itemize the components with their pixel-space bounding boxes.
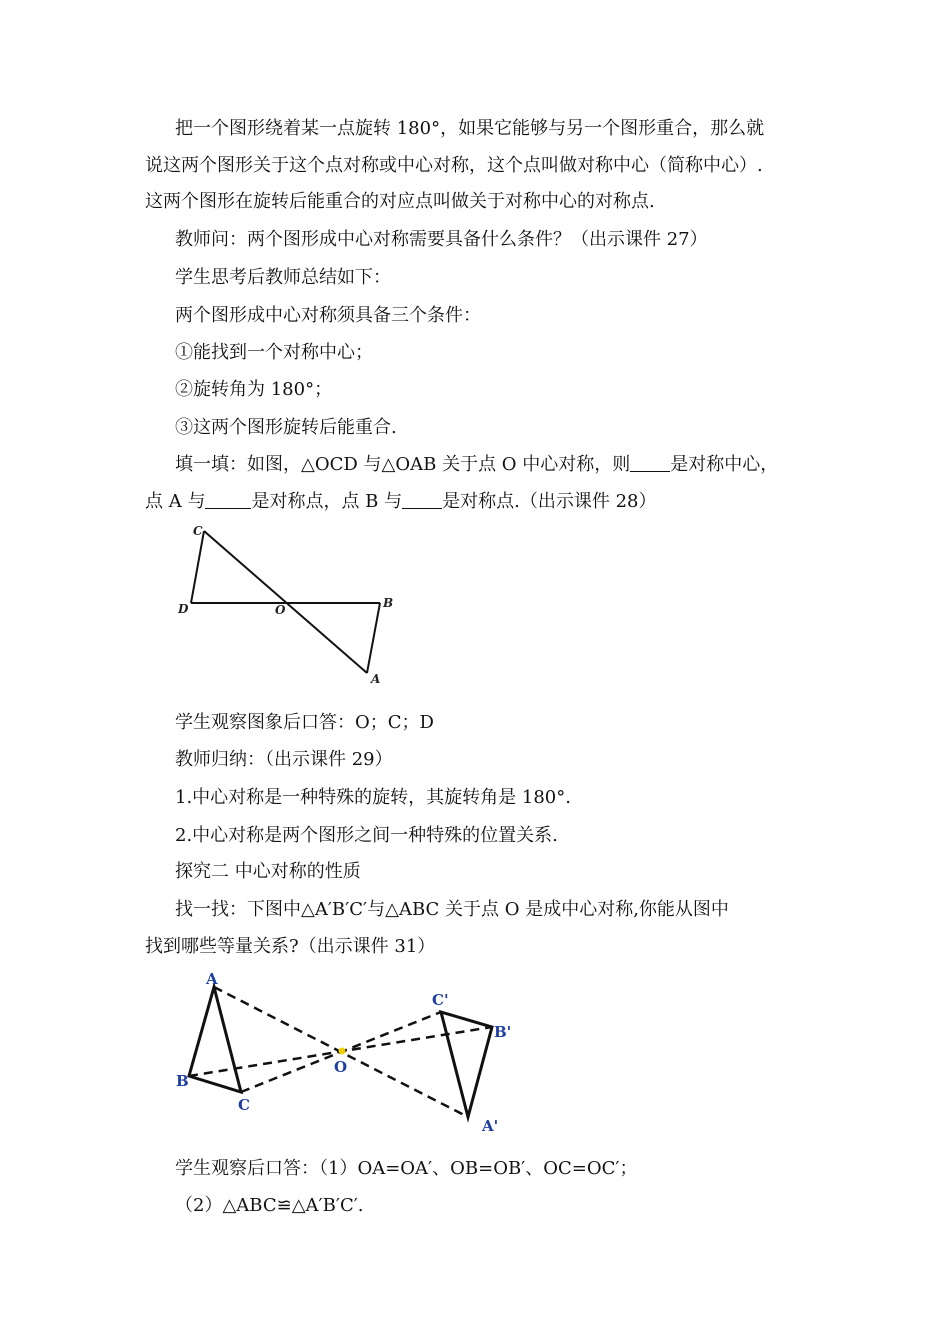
- figure-abc-symmetry: [170, 965, 530, 1140]
- label-b: B: [176, 1072, 189, 1090]
- paragraph-line: 把一个图形绕着某一点旋转 180°，如果它能够与另一个图形重合，那么就: [175, 118, 765, 139]
- fill-text: 填一填：如图，△OCD 与△OAB 关于点 O 中心对称，则: [175, 454, 631, 475]
- fill-question-line: [175, 453, 778, 477]
- answer-blank: [630, 453, 670, 472]
- paragraph-line: 这两个图形在旋转后能重合的对应点叫做关于对称中心的对称点.: [145, 191, 655, 212]
- teacher-summary: 教师归纳：（出示课件 29）: [175, 749, 393, 770]
- triangle-a2b2c2: [441, 1012, 492, 1117]
- segment-ba: [367, 603, 380, 673]
- summary-item: 2.中心对称是两个图形之间一种特殊的位置关系.: [175, 825, 558, 846]
- paragraph-line: 找到哪些等量关系?（出示课件 31）: [145, 936, 436, 957]
- segment-dc: [191, 531, 204, 603]
- condition-item: ①能找到一个对称中心；: [175, 342, 373, 363]
- answer-blank: [205, 490, 251, 509]
- student-answer: 学生观察图象后口答：O；C；D: [175, 712, 434, 733]
- fill-text: 是对称点.（出示课件 28）: [442, 491, 657, 512]
- condition-item: ③这两个图形旋转后能重合.: [175, 417, 397, 438]
- paragraph-line: 学生思考后教师总结如下：: [175, 267, 391, 288]
- paragraph-line: 说这两个图形关于这个点对称或中心对称，这个点叫做对称中心（简称中心）.: [145, 155, 763, 176]
- center-point-o: [339, 1048, 346, 1055]
- label-a-prime: A': [482, 1117, 499, 1135]
- fill-text: 是对称中心，: [670, 454, 779, 475]
- triangle-abc: [189, 987, 241, 1092]
- label-c: C: [193, 524, 203, 538]
- figure-ocd-oab: [170, 520, 410, 690]
- student-answer: （2）△ABC≌△A′B′C′.: [175, 1195, 364, 1216]
- teacher-question: 教师问：两个图形成中心对称需要具备什么条件？（出示课件 27）: [175, 229, 708, 250]
- conditions-heading: 两个图形成中心对称须具备三个条件：: [175, 305, 481, 326]
- student-answer: 学生观察后口答：（1）OA=OA′、OB=OB′、OC=OC′；: [175, 1158, 638, 1179]
- label-d: D: [178, 602, 189, 616]
- label-a: A: [371, 672, 381, 686]
- fill-text: 是对称点，点 B 与: [251, 491, 403, 512]
- label-b: B: [383, 596, 394, 610]
- fill-text: 点 A 与: [145, 491, 206, 512]
- label-c: C: [238, 1096, 250, 1114]
- paragraph-line: 找一找：下图中△A′B′C′与△ABC 关于点 O 是成中心对称,你能从图中: [175, 899, 729, 920]
- condition-item: ②旋转角为 180°；: [175, 379, 333, 400]
- answer-blank: [402, 490, 442, 509]
- summary-item: 1.中心对称是一种特殊的旋转，其旋转角是 180°.: [175, 787, 571, 808]
- label-c-prime: C': [432, 991, 449, 1009]
- section-heading: 探究二 中心对称的性质: [175, 861, 361, 882]
- fill-question-line: [145, 490, 656, 514]
- label-b-prime: B': [494, 1023, 512, 1041]
- label-a: A: [206, 970, 218, 988]
- label-o: O: [275, 603, 286, 617]
- label-o: O: [334, 1058, 348, 1076]
